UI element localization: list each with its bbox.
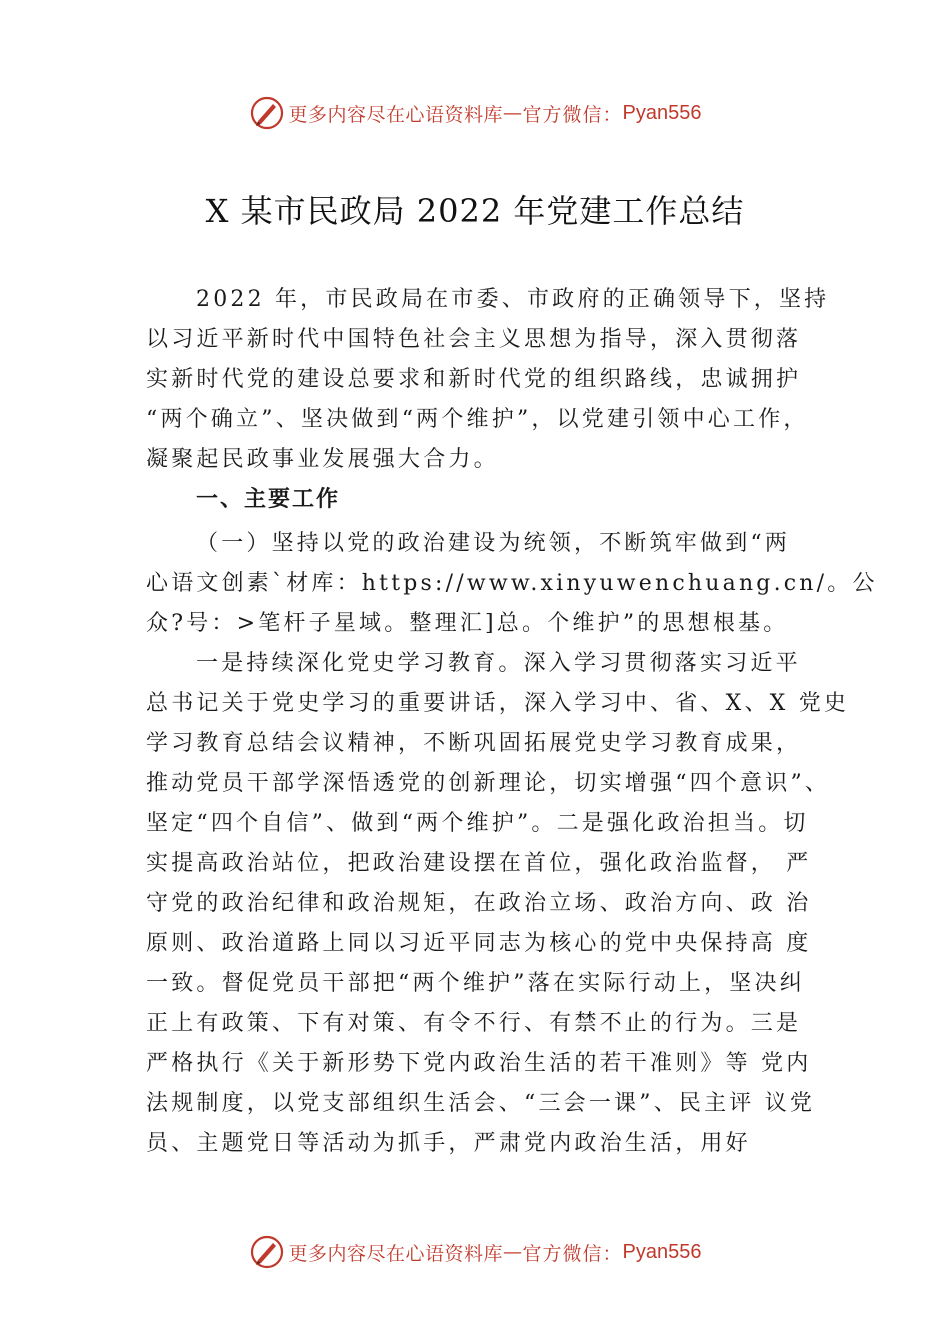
intro-line: 以习近平新时代中国特色社会主义思想为指导，深入贯彻落 [146, 327, 802, 352]
body-paragraph [146, 644, 850, 1164]
body-line: 一致。督促党员干部把“两个维护”落在实际行动上，坚决纠 [146, 971, 805, 996]
pen-logo-icon [249, 95, 285, 131]
banner-wechat-id: Pyan556 [622, 1240, 702, 1263]
footer-banner [0, 1232, 950, 1272]
document-body [146, 280, 878, 1164]
document-title: X 某市民政局 2022 年党建工作总结 [205, 192, 745, 230]
header-banner [0, 93, 950, 133]
body-line: 坚定“四个自信”、做到“两个维护”。二是强化政治担当。切 [146, 811, 809, 836]
pen-logo-icon [249, 1234, 285, 1270]
body-line: 总书记关于党史学习的重要讲话，深入学习中、省、X、X 党史 [146, 691, 850, 716]
banner-wechat-label: 官方微信： [522, 1242, 623, 1265]
body-line: 原则、政治道路上同以习近平同志为核心的党中央保持高 度 [146, 931, 812, 956]
intro-line: 实新时代党的建设总要求和新时代党的组织路线，忠诚拥护 [146, 367, 802, 392]
subsection-paragraph [146, 524, 878, 644]
body-line: 员、主题党日等活动为抓手，严肃党内政治生活，用好 [146, 1131, 751, 1156]
body-line: 法规制度，以党支部组织生活会、“三会一课”、民主评 议党 [146, 1091, 816, 1116]
body-line: 严格执行《关于新形势下党内政治生活的若干准则》等 党内 [146, 1051, 812, 1076]
body-line: 实提高政治站位，把政治建设摆在首位，强化政治监督， 严 [146, 851, 812, 876]
body-line: 一是持续深化党史学习教育。深入学习贯彻落实习近平 [196, 651, 801, 676]
intro-line: 凝聚起民政事业发展强大合力。 [146, 447, 499, 472]
body-line: 守党的政治纪律和政治规矩，在政治立场、政治方向、政 治 [146, 891, 812, 916]
subsection-line: 心语文创素`材库：https://www.xinyuwenchuang.cn/。公 [146, 571, 878, 596]
body-line: 正上有政策、下有对策、有令不行、有禁不止的行为。三是 [146, 1011, 802, 1036]
intro-paragraph [146, 280, 836, 480]
body-line: 推动党员干部学深悟透党的创新理论，切实增强“四个意识”、 [146, 771, 831, 796]
banner-separator: — [503, 1241, 523, 1263]
banner-wechat-id: Pyan556 [622, 101, 702, 124]
banner-main-text: 更多内容尽在心语资料库 [288, 103, 504, 126]
section-heading: 一、主要工作 [196, 487, 341, 512]
banner-wechat-label: 官方微信： [522, 103, 623, 126]
subsection-line: 众?号：>笔杆子星域。整理汇]总。个维护”的思想根基。 [146, 611, 789, 636]
subsection-line: （一）坚持以党的政治建设为统领，不断筑牢做到“两 [196, 531, 791, 556]
body-line: 学习教育总结会议精神，不断巩固拓展党史学习教育成果， [146, 731, 802, 756]
banner-separator: — [503, 102, 523, 124]
intro-line: “两个确立”、坚决做到“两个维护”，以党建引领中心工作， [146, 407, 809, 432]
intro-line: 2022 年，市民政局在市委、市政府的正确领导下，坚持 [196, 287, 830, 312]
banner-main-text: 更多内容尽在心语资料库 [288, 1242, 504, 1265]
